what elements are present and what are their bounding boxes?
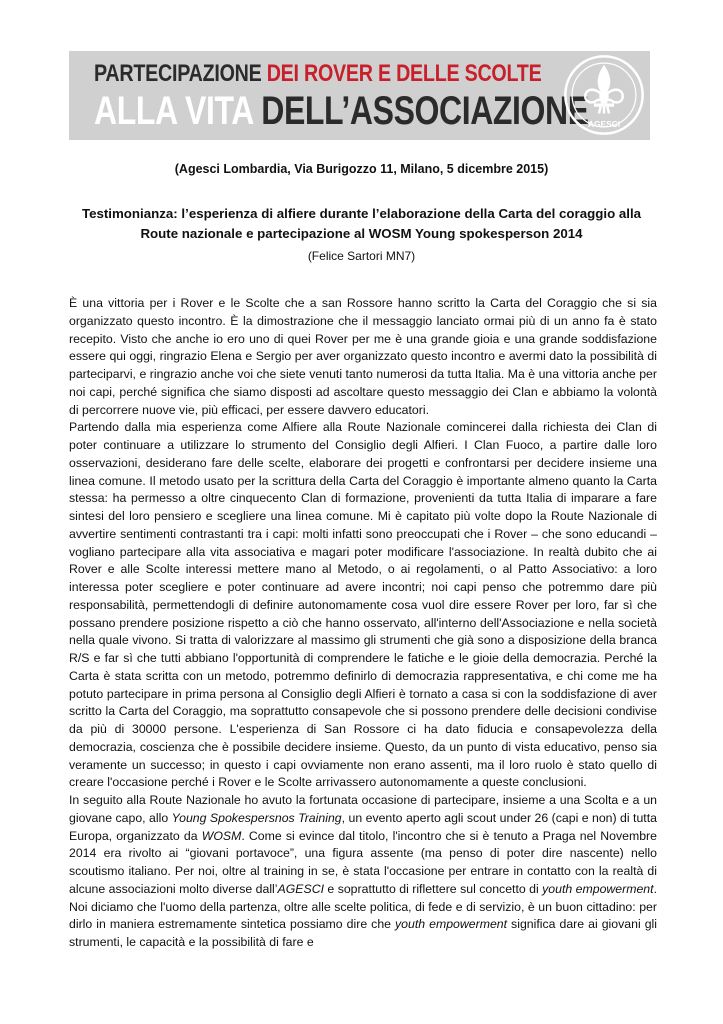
banner-title-line1-part2: DEI ROVER E DELLE SCOLTE xyxy=(266,60,542,87)
paragraph-3-italic: WOSM xyxy=(201,828,242,843)
paragraph-3-italic: youth empowerment xyxy=(542,881,654,896)
event-info: (Agesci Lombardia, Via Burigozzo 11, Milano, 5 dicembre 2015) xyxy=(174,162,549,176)
agesci-logo-icon xyxy=(562,53,646,137)
paragraph-3-text: . Noi diciamo che l'uomo della partenza, oltre alle scelte politica, di fede e di servizio, è un buon cittadino: per dirlo in maniera estremamente sintetica possiamo dire che xyxy=(69,881,657,932)
paragraph-1: È una vittoria per i Rover e le Scolte che a san Rossore hanno scritto la Carta del Coraggio che si sia organizzato questo incontro. È la dimostrazione che il messaggio lanciato ormai più di un anno fa è stato recepito. Visto che anche io ero uno di quei Rover per me è una grande gioia e una grande soddisfazione essere qui oggi, ringrazio Elena e Sergio per aver organizzato questo incontro e avermi dato la possibilità di parteciparvi, e ringrazio anche voi che siete venuti tanto numerosi da tutta Italia. Ma è una vittoria anche per noi capi, perché significa che siamo disposti ad ascoltare questo messaggio dei Clan e abbiamo la volontà di percorrere nuove vie, più efficaci, per essere davvero educatori. xyxy=(69,296,657,417)
body-text xyxy=(69,295,657,952)
logo-text: AGESCI xyxy=(587,118,621,129)
banner-title-line2 xyxy=(94,89,589,134)
banner-title-line2-part1: ALLA VITA xyxy=(94,89,262,133)
document-title: Testimonianza: l’esperienza di alfiere durante l’elaborazione della Carta del coraggio alla Route nazionale e partecipazione al WOSM Young spokesperson 2014 xyxy=(81,206,642,241)
author-line: (Felice Sartori MN7) xyxy=(307,249,416,263)
paragraph-3-text: . Come si evince dal titolo, l'incontro che si è tenuto a Praga nel Novembre 2014 era rivolto ai “giovani portavoce”, una figura assente (ma penso di poter dire nascente) nello scoutismo italiano. Per noi, oltre al training in se, è stata l'occasione per entrare in contatto con la realtà di alcune associazioni molto diverse dall’ xyxy=(69,828,657,896)
paragraph-3-italic: Young Spokespersnos Training xyxy=(171,810,342,825)
paragraph-2: Partendo dalla mia esperienza come Alfiere alla Route Nazionale comincerei dalla richiesta dei Clan di poter continuare a utilizzare lo strumento del Consiglio degli Alfieri. I Clan Fuoco, a partire dalle loro osservazioni, desiderano fare delle scelte, elaborare dei progetti e confrontarsi per decidere insieme una linea comune. Il metodo usato per la scrittura della Carta del Coraggio è importante almeno quanto la Carta stessa: ha permesso a oltre cinquecento Clan di formazione, provenienti da tutta Italia di imparare a fare sintesi del loro pensiero e scegliere una linea comune. Mi è capitato più volte dopo la Route Nazionale di avvertire sentimenti contrastanti tra i capi: molti infatti sono preoccupati che i Rover – che sono educandi – vogliano partecipare alla vita associativa e magari poter modificare l'associazione. In realtà dubito che ai Rover e alle Scolte interessi mettere mano al Metodo, o ai regolamenti, o al Patto Associativo: a loro interessa poter scegliere e poter continuare ad avere incontri; noi capi penso che potremmo dare più responsabilità, permettendogli di definire autonomamente cosa vuol dire essere Rover per loro, far sì che possano prendere posizione rispetto a ciò che hanno osservato, all'interno dell'Associazione e nella società nella quale vivono. Si tratta di valorizzare al massimo gli strumenti che già sono a disposizione della branca R/S e far sì che tutti abbiano l'opportunità di comprendere le fatiche e le gioie della democrazia. Perché la Carta è stata scritta con un metodo, potremmo definirlo di democrazia rappresentativa, e chi come me ha potuto partecipare in prima persona al Consiglio degli Alfieri è tornato a casa si con la soddisfazione di aver scritto la Carta del Coraggio, ma soprattutto consapevole che si possono prendere delle decisioni condivise da più di 30000 persone. L'esperienza di San Rossore ci ha dato fiducia e consapevolezza della democrazia, coscienza che è possibile decidere insieme. Questo, da un punto di vista educativo, penso sia veramente un successo; in questo i capi ovviamente non erano assenti, ma il loro ruolo è stato quello di creare l'occasione perché i Rover e le Scolte arrivassero autonomamente a queste conclusioni. xyxy=(69,420,657,790)
paragraph-3-italic: youth empowerment xyxy=(395,917,508,932)
header-banner xyxy=(69,51,650,140)
paragraph-3 xyxy=(69,792,657,952)
paragraph-3-italic: AGESCI xyxy=(277,881,324,896)
paragraph-3-text: significa dare ai giovani gli strumenti, le capacità e la possibilità di fare e xyxy=(69,917,658,949)
banner-title-line1 xyxy=(94,60,541,88)
paragraph-3-text: , un evento aperto agli scout under 26 (capi e non) di tutta Europa, organizzato da xyxy=(69,810,657,843)
banner-title-line2-part2: DELL’ASSOCIAZIONE xyxy=(261,89,589,133)
banner-title-line1-part1: PARTECIPAZIONE xyxy=(94,60,267,87)
paragraph-3-text: e soprattutto di riflettere sul concetto di xyxy=(324,881,543,896)
paragraph-3-text: In seguito alla Route Nazionale ho avuto la fortunata occasione di partecipare, insieme a una Scolta e a un giovane capo, allo xyxy=(69,793,657,825)
